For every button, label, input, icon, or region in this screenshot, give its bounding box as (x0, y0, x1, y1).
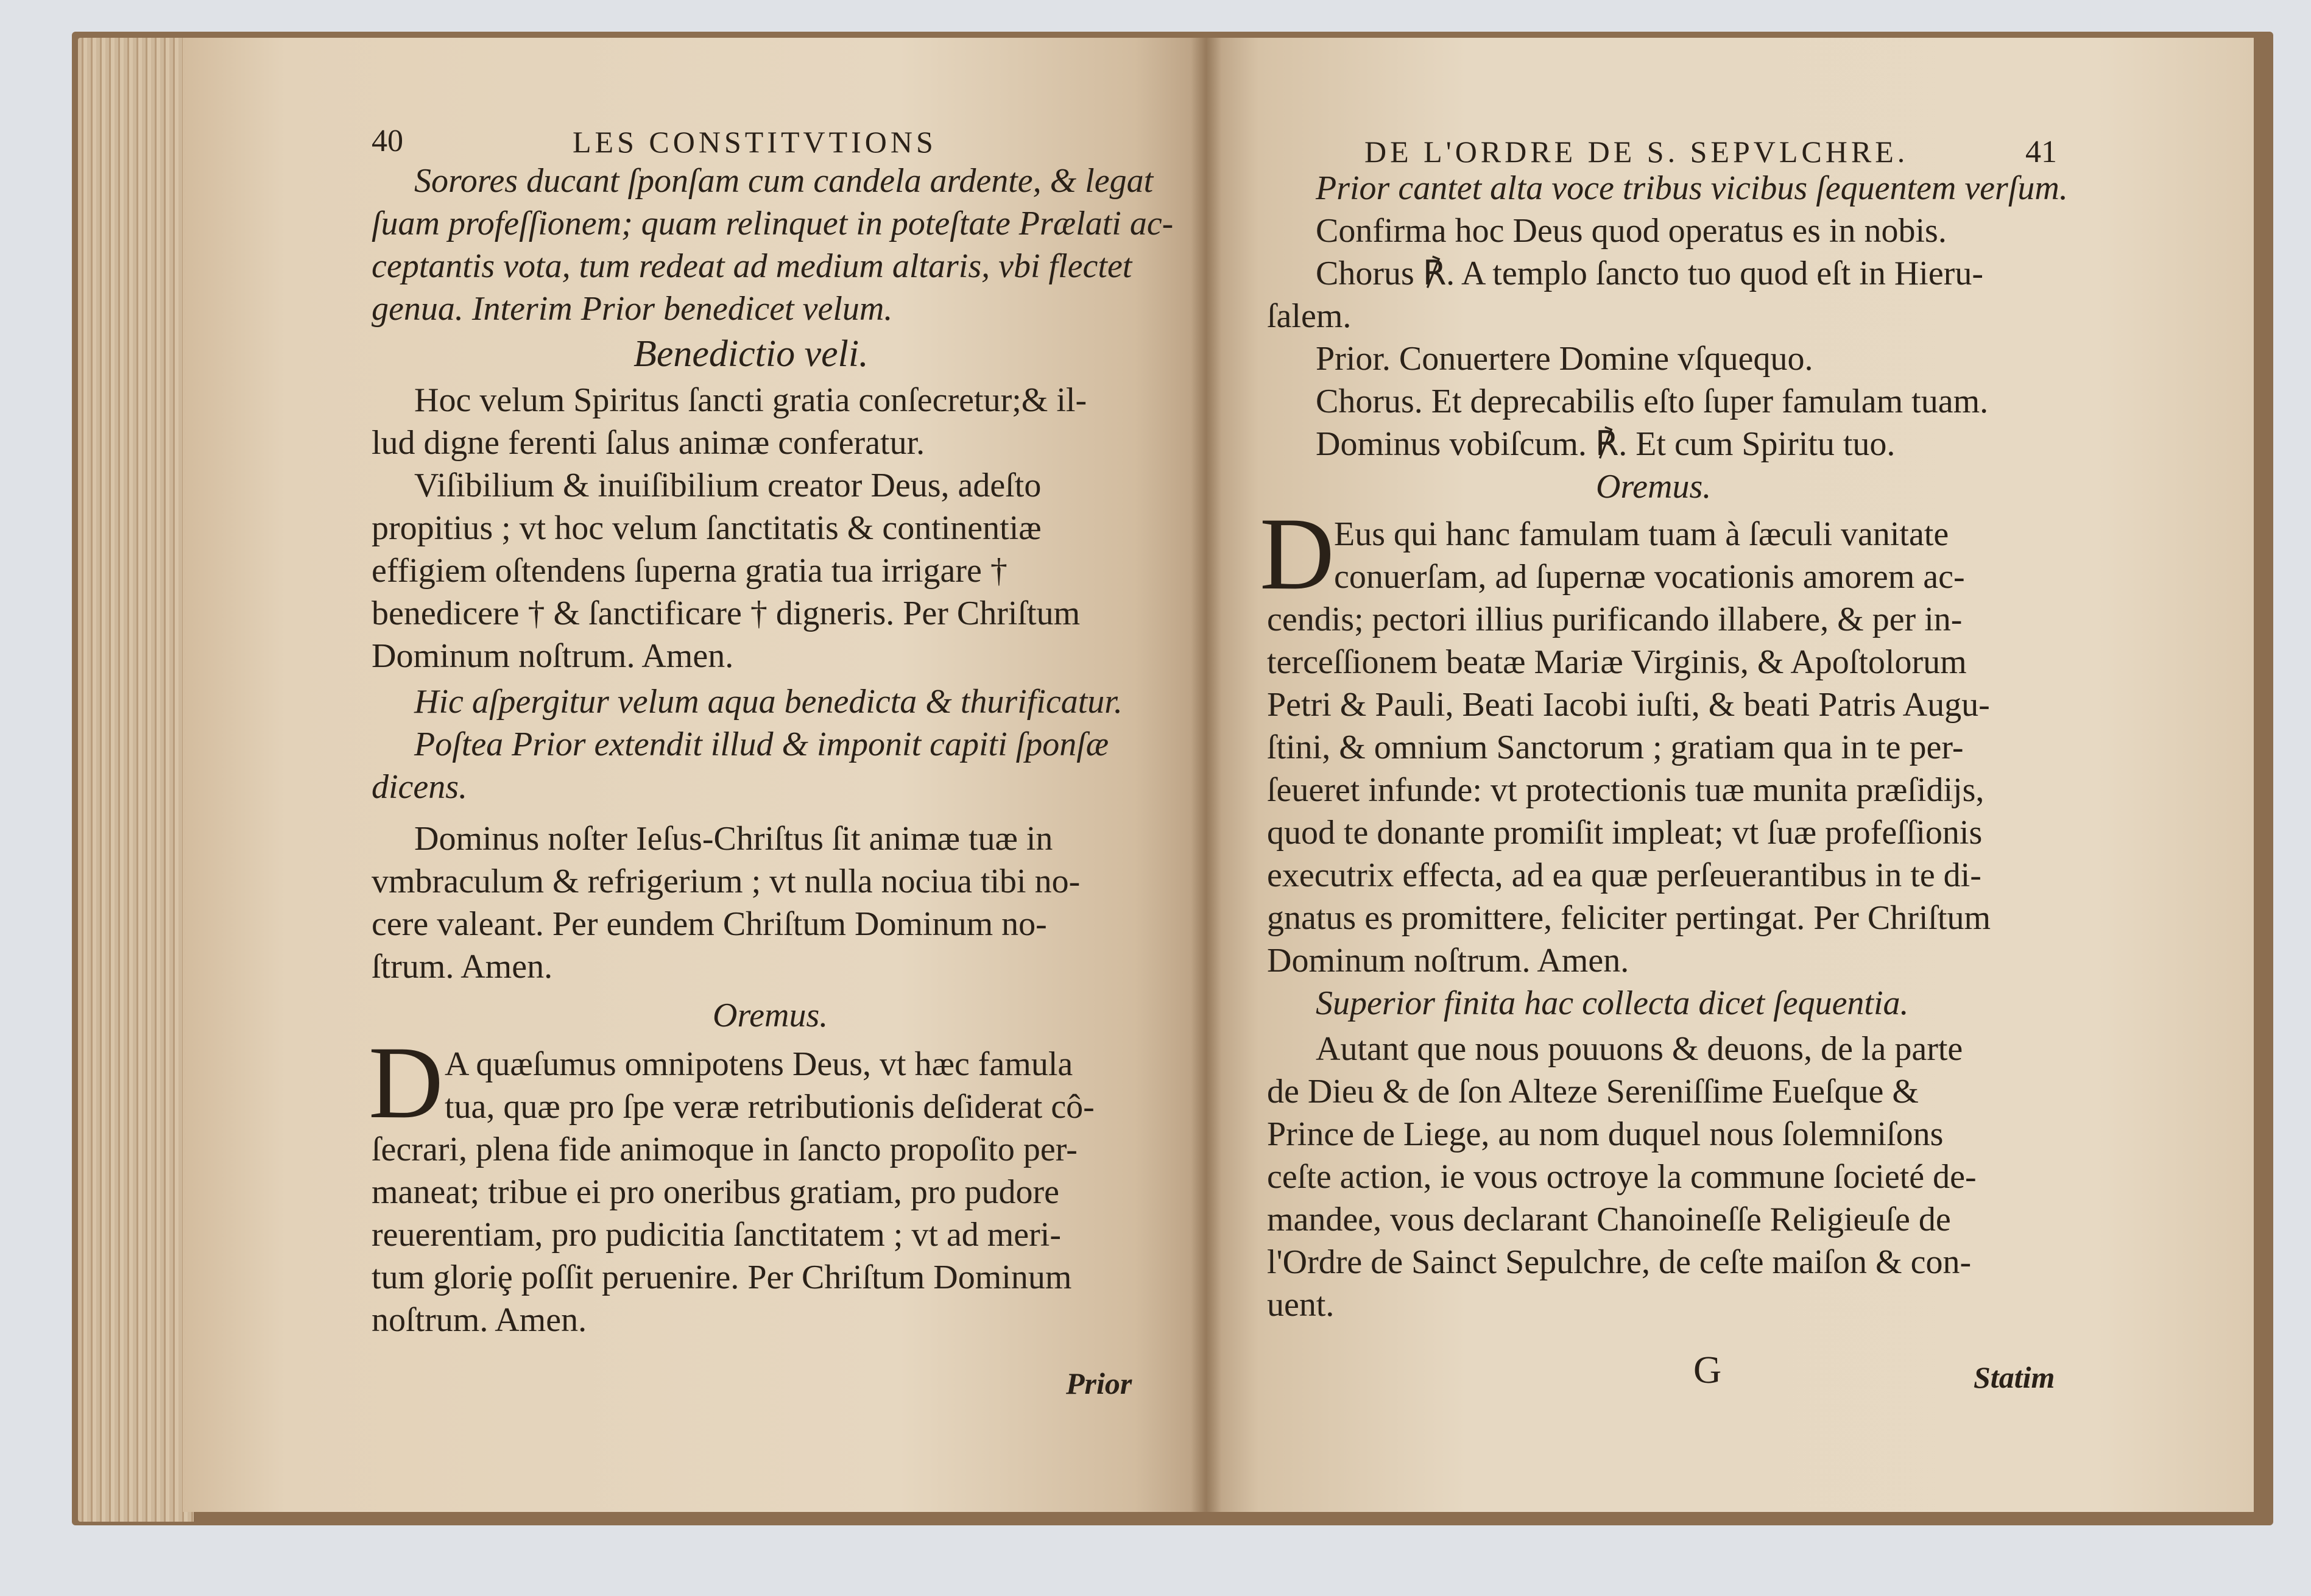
text-line: Viſibilium & inuiſibilium creator Deus, adeſto (414, 467, 1042, 504)
text-line: Confirma hoc Deus quod operatus es in nobis. (1316, 212, 1947, 250)
text-line: Poſtea Prior extendit illud & imponit capiti ſponſæ (414, 726, 1109, 763)
text-line: ſtrum. Amen. (372, 948, 553, 986)
text-line: ſuam profeſſionem; quam relinquet in poteſtate Prælati ac- (372, 205, 1174, 242)
text-line: mandee, vous declarant Chanoineſſe Religieuſe de (1267, 1201, 1951, 1238)
heading-benedictio: Benedictio veli. (633, 333, 869, 375)
text-line: Dominus noſter Ieſus-Chriſtus ſit animæ tuæ in (414, 820, 1053, 858)
text-line: propitius ; vt hoc velum ſanctitatis & continentiæ (372, 509, 1042, 547)
left-dropcap: D (369, 1025, 443, 1140)
right-page-number: 41 (2025, 135, 2057, 169)
text-line: ſtini, & omnium Sanctorum ; gratiam qua in te per- (1267, 729, 1964, 766)
left-catchword: Prior (1066, 1366, 1132, 1400)
text-line: quod te donante promiſit impleat; vt ſuæ profeſſionis (1267, 814, 1983, 852)
right-running-head: DE L'ORDRE DE S. SEPVLCHRE. (1364, 135, 1909, 169)
left-page-number: 40 (372, 124, 403, 158)
text-line: Prior cantet alta voce tribus vicibus ſequentem verſum. (1316, 169, 2068, 207)
text-line: Prior. Conuertere Domine vſquequo. (1316, 340, 1813, 378)
text-line: lud digne ferenti ſalus animæ conferatur. (372, 424, 925, 462)
text-line: dicens. (372, 768, 468, 806)
text-line: ſecrari, plena fide animoque in ſancto propoſito per- (372, 1131, 1078, 1168)
text-line: noſtrum. Amen. (372, 1301, 587, 1339)
page-edges (78, 38, 194, 1522)
text-line: tua, quæ pro ſpe veræ retributionis deſiderat cô- (445, 1088, 1095, 1126)
heading-oremus-left: Oremus. (713, 997, 828, 1034)
text-line: terceſſionem beatæ Mariæ Virginis, & Apoſtolorum (1267, 643, 1967, 681)
book-gutter (1191, 38, 1221, 1512)
text-line: executrix effecta, ad ea quæ perſeuerantibus in te di- (1267, 856, 1981, 894)
text-line: cendis; pectori illius purificando illabere, & per in- (1267, 601, 1963, 638)
text-line: Prince de Liege, au nom duquel nous ſolemniſons (1267, 1115, 1944, 1153)
text-line: ſeueret infunde: vt protectionis tuæ munita præſidijs, (1267, 771, 1985, 809)
text-line: Sorores ducant ſponſam cum candela ardente, & legat (414, 162, 1154, 200)
text-line: uent. (1267, 1286, 1335, 1324)
text-line: Hic aſpergitur velum aqua benedicta & thurificatur. (414, 683, 1123, 721)
text-line: effigiem oſtendens ſuperna gratia tua irrigare † (372, 552, 1007, 590)
text-line: tum gloriȩ poſſit peruenire. Per Chriſtum Dominum (372, 1259, 1072, 1296)
heading-oremus-right: Oremus. (1596, 468, 1712, 506)
right-page (1206, 38, 2254, 1512)
text-line: conuerſam, ad ſupernæ vocationis amorem ac- (1334, 558, 1965, 596)
text-line: benedicere † & ſanctificare † digneris. Per Chriſtum (372, 595, 1081, 632)
text-line: maneat; tribue ei pro oneribus gratiam, pro pudore (372, 1173, 1059, 1211)
text-line: l'Ordre de Sainct Sepulchre, de ceſte maiſon & con- (1267, 1243, 1972, 1281)
text-line: A quæſumus omnipotens Deus, vt hæc famula (445, 1045, 1073, 1083)
text-line: Petri & Pauli, Beati Iacobi iuſti, & beati Patris Augu- (1267, 686, 1990, 724)
text-line: gnatus es promittere, feliciter pertingat. Per Chriſtum (1267, 899, 1991, 937)
text-line: Chorus ℟. A templo ſancto tuo quod eſt in Hieru- (1316, 255, 1983, 292)
signature-mark: G (1693, 1348, 1722, 1391)
left-running-head: LES CONSTITVTIONS (573, 125, 937, 159)
text-line: Hoc velum Spiritus ſancti gratia conſecretur;& il- (414, 381, 1087, 419)
text-line: reuerentiam, pro pudicitia ſanctitatem ; vt ad meri- (372, 1216, 1062, 1254)
left-page (183, 38, 1206, 1512)
text-line: Autant que nous pouuons & deuons, de la parte (1316, 1030, 1963, 1068)
text-line: Dominum noſtrum. Amen. (372, 637, 734, 675)
right-rubric: Superior finita hac collecta dicet ſequentia. (1316, 984, 1909, 1022)
text-line: Eus qui hanc famulam tuam à ſæculi vanitate (1334, 515, 1949, 553)
text-line: Dominus vobiſcum. ℟. Et cum Spiritu tuo. (1316, 425, 1896, 463)
right-dropcap: D (1260, 496, 1335, 611)
text-line: Chorus. Et deprecabilis eſto ſuper famulam tuam. (1316, 383, 1989, 420)
text-line: Dominum noſtrum. Amen. (1267, 942, 1629, 980)
text-line: ceptantis vota, tum redeat ad medium altaris, vbi flectet (372, 247, 1132, 285)
text-line: genua. Interim Prior benedicet velum. (372, 290, 893, 328)
text-line: ſalem. (1267, 297, 1352, 335)
right-catchword: Statim (1974, 1360, 2055, 1394)
text-line: cere valeant. Per eundem Chriſtum Dominum no- (372, 905, 1047, 943)
text-line: de Dieu & de ſon Alteze Sereniſſime Eueſque & (1267, 1073, 1919, 1110)
text-line: ceſte action, ie vous octroye la commune ſocieté de- (1267, 1158, 1977, 1196)
text-line: vmbraculum & refrigerium ; vt nulla nociua tibi no- (372, 863, 1081, 900)
